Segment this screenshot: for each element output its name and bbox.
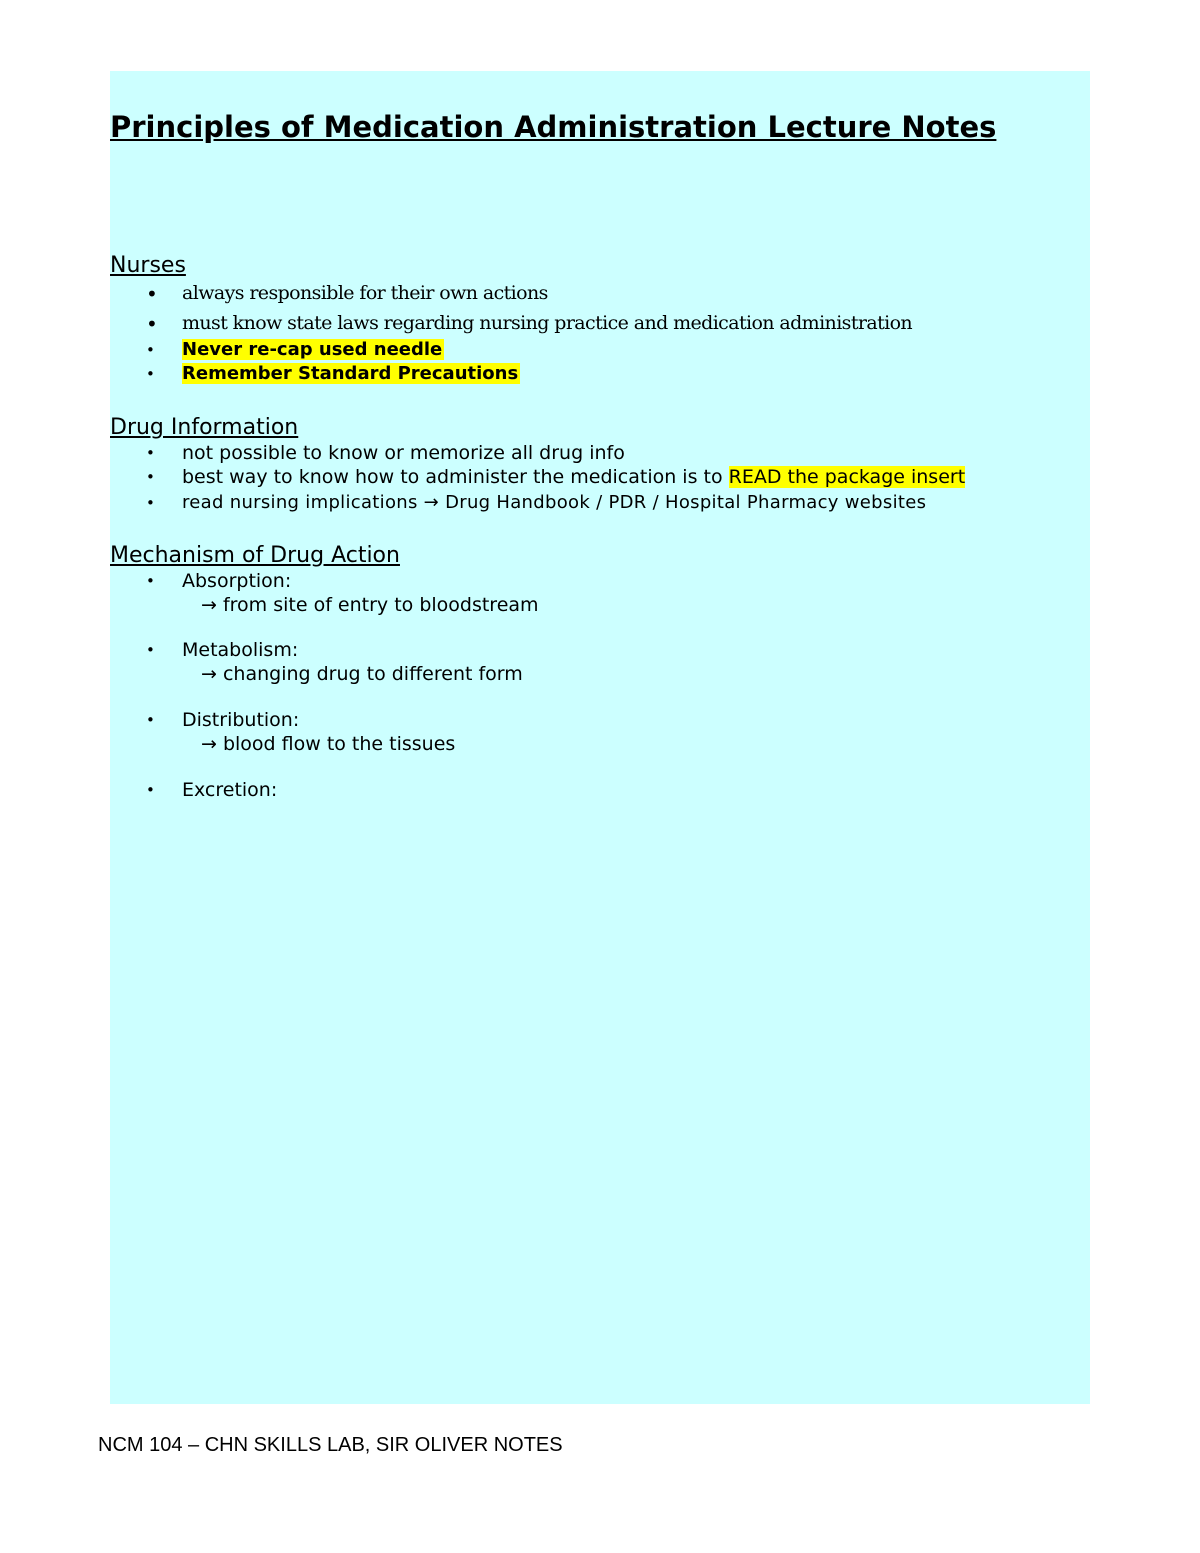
list-item-text: always responsible for their own actions (182, 282, 548, 304)
bullet-icon: • (146, 781, 155, 799)
page-footer: NCM 104 – CHN SKILLS LAB, SIR OLIVER NOTES (98, 1434, 563, 1456)
list-item-label: Metabolism: (182, 639, 299, 661)
bullet-icon: • (146, 282, 158, 306)
bullet-icon: • (146, 494, 155, 512)
document-title: Principles of Medication Administration Lecture Notes (110, 110, 997, 144)
list-item-text: read nursing implications → Drug Handbook / PDR / Hospital Pharmacy websites (182, 492, 927, 513)
bullet-icon: • (146, 711, 155, 729)
list-item-text-highlighted: Remember Standard Precautions (182, 363, 519, 384)
section-heading-mechanism: Mechanism of Drug Action (110, 543, 400, 568)
list-item-text: not possible to know or memorize all drug info (182, 442, 625, 464)
list-item-text (182, 466, 965, 488)
list-item-detail: → from site of entry to bloodstream (201, 594, 539, 616)
bullet-icon: • (146, 341, 155, 359)
bullet-icon: • (146, 365, 155, 383)
section-heading-drug-information: Drug Information (110, 415, 299, 440)
list-item-text: must know state laws regarding nursing practice and medication administration (182, 312, 913, 334)
list-item-label: Absorption: (182, 570, 292, 592)
list-item-text-highlighted: Never re-cap used needle (182, 339, 443, 360)
bullet-icon: • (146, 444, 155, 462)
bullet-icon: • (146, 641, 155, 659)
section-heading-nurses: Nurses (110, 253, 186, 278)
list-item-detail: → blood flow to the tissues (201, 733, 456, 755)
bullet-icon: • (146, 468, 155, 486)
list-item-text-prefix: best way to know how to administer the medication is to (182, 466, 729, 488)
bullet-icon: • (146, 572, 155, 590)
list-item-label: Distribution: (182, 709, 300, 731)
highlighted-phrase: READ the package insert (728, 466, 966, 488)
list-item-label: Excretion: (182, 779, 278, 801)
list-item-detail: → changing drug to different form (201, 663, 523, 685)
bullet-icon: • (146, 312, 158, 336)
